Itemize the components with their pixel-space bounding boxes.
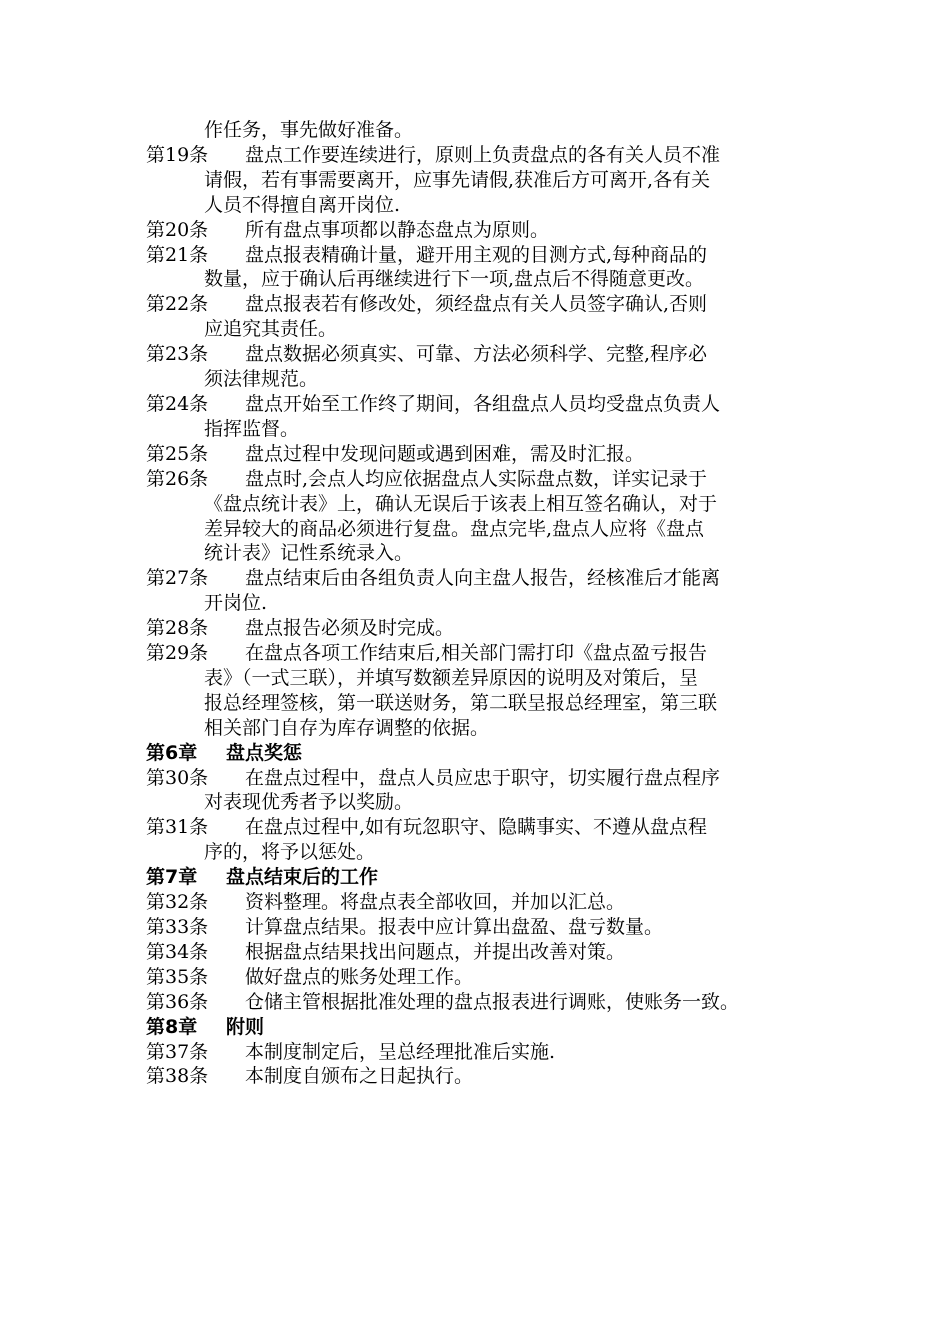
article: [146, 218, 826, 243]
article-text: [204, 392, 826, 442]
article-text: [204, 467, 826, 567]
article-line: 序的，将予以惩处。: [204, 841, 376, 864]
article: [146, 467, 826, 567]
article-number: 第35条: [146, 965, 209, 988]
article-line: 盘点报表精确计量，避开用主观的目测方式,每种商品的: [245, 243, 708, 266]
article-line: 盘点时,会点人均应依据盘点人实际盘点数，详实记录于: [245, 467, 708, 490]
article: [146, 965, 826, 990]
article-number: 第36条: [146, 990, 209, 1013]
article-number: 第37条: [146, 1040, 209, 1063]
article-line: 应追究其责任。: [204, 318, 338, 341]
continued-text: 作任务，事先做好准备。: [204, 119, 414, 141]
chapter-number: 第8章: [146, 1015, 198, 1038]
article-number: 第21条: [146, 243, 209, 266]
article-text: [204, 641, 826, 741]
chapter-number: 第6章: [146, 741, 198, 764]
article-line: 表》（一式三联），并填写数额差异原因的说明及对策后，呈: [204, 666, 699, 689]
document-body: [146, 118, 826, 1089]
article-number: 第27条: [146, 567, 209, 590]
article-text: [204, 940, 826, 965]
article: [146, 392, 826, 442]
article-number: 第24条: [146, 392, 209, 415]
article-line: 盘点报表若有修改处，须经盘点有关人员签字确认,否则: [245, 293, 708, 316]
article-text: [204, 218, 826, 243]
article-number: 第32条: [146, 891, 209, 914]
article-number: 第31条: [146, 816, 209, 839]
chapter-heading: [146, 741, 826, 766]
article: [146, 940, 826, 965]
article-text: [204, 1040, 826, 1065]
article-line: 差异较大的商品必须进行复盘。盘点完毕,盘点人应将《盘点: [204, 517, 705, 540]
chapter-title: 附则: [226, 1015, 265, 1038]
article-number: 第33条: [146, 916, 209, 938]
chapter-title: 盘点结束后的工作: [226, 866, 379, 889]
article-text: [204, 766, 826, 816]
article-text: [204, 990, 826, 1015]
article: [146, 815, 826, 865]
article-line: 盘点数据必须真实、可靠、方法必须科学、完整,程序必: [245, 343, 708, 366]
article-text: [204, 915, 826, 940]
article: [146, 566, 826, 616]
article-line: 《盘点统计表》上，确认无误后于该表上相互签名确认，对于: [204, 492, 718, 515]
article-number: 第20条: [146, 218, 209, 241]
article-line: 盘点工作要连续进行，原则上负责盘点的各有关人员不准: [245, 143, 721, 166]
chapter-number: 第7章: [146, 866, 198, 889]
article-line: 做好盘点的账务处理工作。: [245, 965, 474, 988]
article-line: 盘点报告必须及时完成。: [245, 617, 455, 640]
article: [146, 292, 826, 342]
article-number: 第22条: [146, 293, 209, 316]
article-line: 资料整理。将盘点表全部收回，并加以汇总。: [245, 891, 626, 914]
article-line: 所有盘点事项都以静态盘点为原则。: [245, 218, 550, 241]
article-line: 在盘点各项工作结束后,相关部门需打印《盘点盈亏报告: [245, 642, 708, 665]
article-text: [204, 342, 826, 392]
article: [146, 890, 826, 915]
article-line: 盘点开始至工作终了期间，各组盘点人员均受盘点负责人: [245, 392, 721, 415]
article: [146, 243, 826, 293]
article-line: 盘点结束后由各组负责人向主盘人报告，经核准后才能离: [245, 567, 721, 590]
article: [146, 616, 826, 641]
article-line: 盘点过程中发现问题或遇到困难，需及时汇报。: [245, 442, 645, 465]
article-text: [204, 616, 826, 641]
article: [146, 143, 826, 218]
chapter-heading: [146, 1015, 826, 1040]
article-line: 报总经理签核，第一联送财务，第二联呈报总经理室，第三联: [204, 691, 718, 714]
article-line: 开岗位.: [204, 592, 268, 615]
article-text: [204, 965, 826, 990]
article-number: 第34条: [146, 940, 209, 963]
article-number: 第38条: [146, 1065, 209, 1088]
article-line: 根据盘点结果找出问题点，并提出改善对策。: [245, 940, 626, 963]
article-text: [204, 566, 826, 616]
article: [146, 442, 826, 467]
article-line: 本制度制定后，呈总经理批准后实施.: [245, 1040, 556, 1063]
article-text: [204, 143, 826, 218]
article-line: 相关部门自存为库存调整的依据。: [204, 716, 490, 739]
article-text: [204, 442, 826, 467]
article-line: 在盘点过程中,如有玩忽职守、隐瞒事实、不遵从盘点程: [245, 816, 708, 839]
article: [146, 1040, 826, 1065]
article-number: 第29条: [146, 642, 209, 665]
article-text: [204, 890, 826, 915]
article-text: [204, 292, 826, 342]
article-line: 计算盘点结果。报表中应计算出盘盈、盘亏数量。: [245, 916, 664, 938]
article-number: 第23条: [146, 343, 209, 366]
chapter-title: 盘点奖惩: [226, 741, 303, 764]
chapter-heading: [146, 865, 826, 890]
article-line: 对表现优秀者予以奖励。: [204, 791, 414, 814]
article-line: 数量，应于确认后再继续进行下一项,盘点后不得随意更改。: [204, 268, 705, 291]
article-line: 人员不得擅自离开岗位.: [204, 193, 401, 216]
article: [146, 1064, 826, 1089]
article-number: 第30条: [146, 766, 209, 789]
article-line: 请假，若有事需要离开，应事先请假,获准后方可离开,各有关: [204, 168, 711, 191]
article-line: 须法律规范。: [204, 368, 319, 391]
article-number: 第25条: [146, 442, 209, 465]
article-line: 本制度自颁布之日起执行。: [245, 1065, 474, 1088]
article-text: [204, 815, 826, 865]
article-line: 指挥监督。: [204, 417, 300, 440]
article: [146, 766, 826, 816]
article: [146, 342, 826, 392]
article-line: 统计表》记性系统录入。: [204, 542, 414, 565]
article-number: 第19条: [146, 143, 209, 166]
article: [146, 641, 826, 741]
article-number: 第28条: [146, 617, 209, 640]
article: [146, 990, 826, 1015]
article-number: 第26条: [146, 467, 209, 490]
article-line: 仓储主管根据批准处理的盘点报表进行调账，使账务一致。: [245, 990, 740, 1013]
article-text: [204, 243, 826, 293]
article: [146, 915, 826, 940]
article-line: 在盘点过程中，盘点人员应忠于职守，切实履行盘点程序: [245, 766, 721, 789]
article-text: [204, 1064, 826, 1089]
